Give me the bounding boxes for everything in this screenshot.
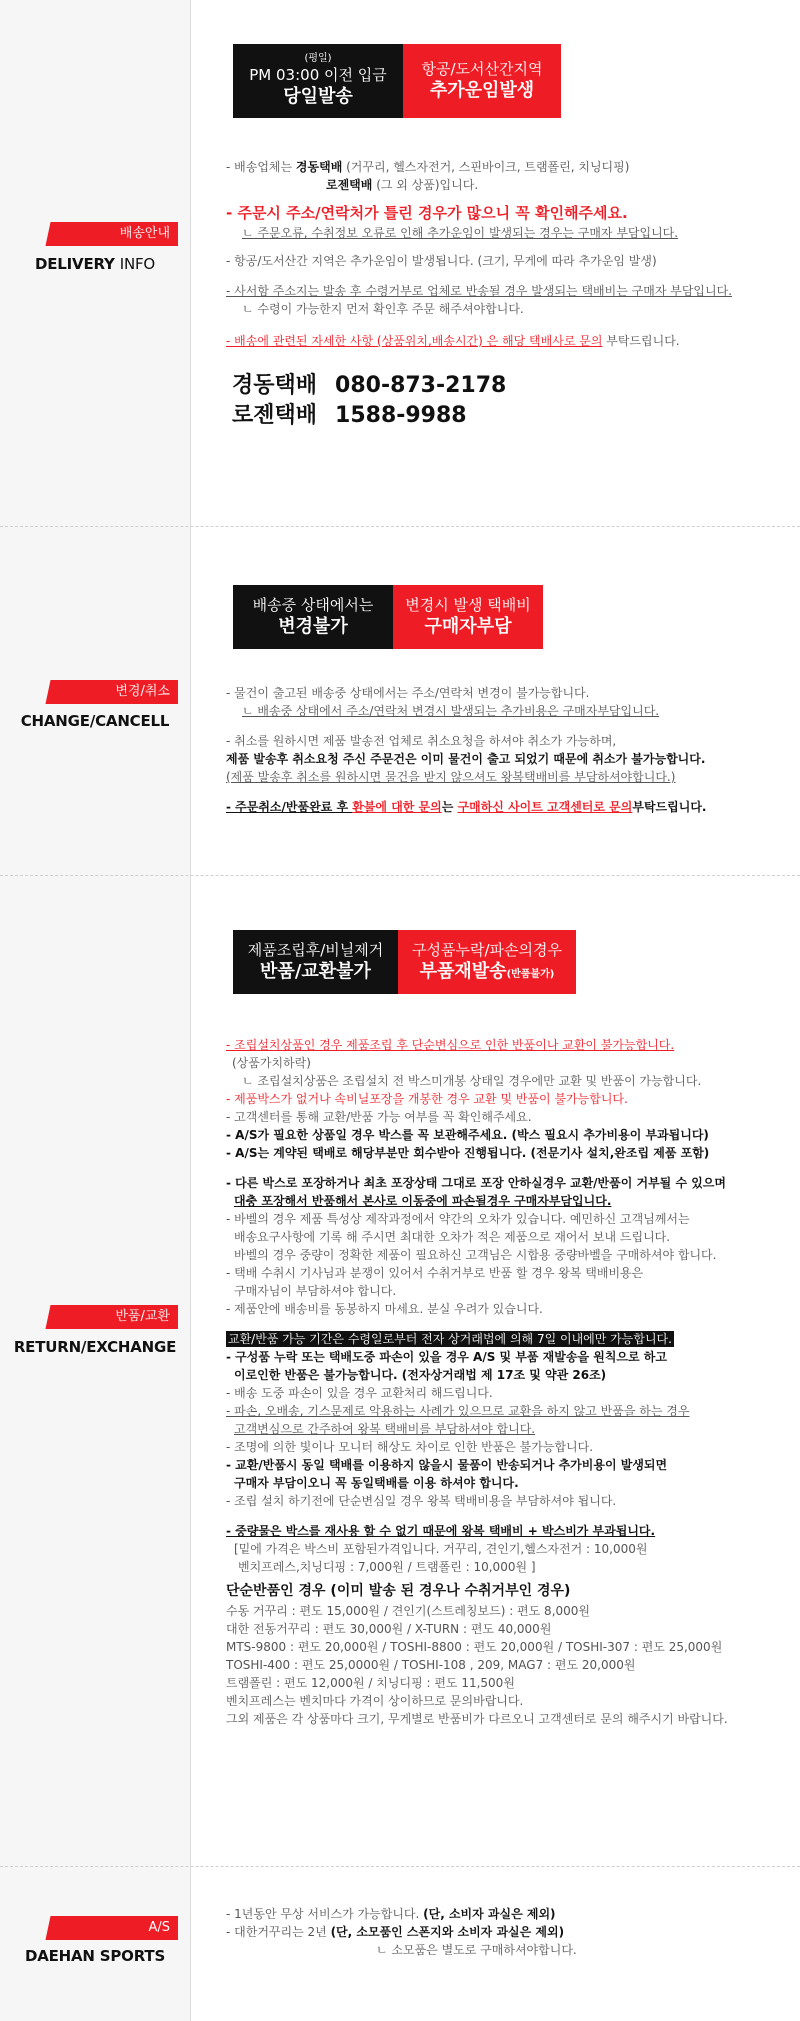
- change-line: (제품 발송후 취소를 원하시면 물건을 받지 않으셔도 왕복택배비를 부담하셔야합니다.): [226, 770, 676, 784]
- return-line: [226, 1330, 786, 1348]
- change-text: [226, 684, 786, 816]
- return-line: 대충 포장해서 반품해서 본사로 이동중에 파손될경우 구매자부담입니다.: [234, 1194, 612, 1208]
- return-line: 구매자님이 부담하셔야 합니다.: [234, 1284, 397, 1298]
- delivery-carrier-1: 경동택배: [295, 160, 343, 174]
- delivery-phone-2: [232, 398, 485, 429]
- change-badge: [233, 585, 543, 649]
- return-line: - 고객센터를 통해 교환/반품 가능 여부를 꼭 확인해주세요.: [226, 1110, 532, 1124]
- return-line: ㄴ 조립설치상품은 조립설치 전 박스미개봉 상태일 경우에만 교환 및 반품이 가능합니다.: [242, 1074, 702, 1088]
- return-badge: [233, 930, 576, 994]
- delivery-badge: [233, 44, 561, 118]
- as-line: ㄴ 소모품은 별도로 구매하셔야합니다.: [376, 1943, 577, 1957]
- change-line-part: - 주문취소/반품완료 후: [226, 800, 353, 814]
- return-line: 이로인한 반품은 불가능합니다. (전자상거래법 제 17조 및 약관 26조): [234, 1368, 607, 1382]
- change-badge-fee: 변경시 발생 택배비: [405, 596, 531, 614]
- return-line: - A/S는 계약된 택배로 해당부분만 회수받아 진행됩니다. (전문기사 설치,완조립 제품 포함): [226, 1146, 710, 1160]
- as-line: [226, 1905, 786, 1923]
- as-line-part: - 1년동안 무상 서비스가 가능합니다.: [226, 1907, 424, 1921]
- delivery-badge-region: 항공/도서산간지역: [421, 60, 543, 78]
- delivery-phone-1: [232, 368, 524, 399]
- return-line: - 다른 박스로 포장하거나 최초 포장상태 그대로 포장 안하실경우 교환/반품이 거부될 수 있으며: [226, 1176, 726, 1190]
- delivery-label-en: [0, 255, 190, 273]
- change-line: 제품 발송후 취소요청 주신 주문건은 이미 물건이 출고 되었기 때문에 취소가 불가능합니다.: [226, 752, 706, 766]
- change-line-part: 는: [441, 800, 458, 814]
- as-label-ko: A/S: [148, 1920, 170, 1935]
- delivery-line-part: (그 외 상품)입니다.: [372, 178, 479, 192]
- return-badge-resend: [420, 960, 555, 984]
- return-line: 구매자 부담이오니 꼭 동일택배를 이용 하셔야 합니다.: [234, 1476, 519, 1490]
- phone-carrier-name: 경동택배: [232, 373, 318, 398]
- change-badge-no-change: 변경불가: [278, 616, 348, 637]
- delivery-label-en-thin: INFO: [119, 255, 155, 273]
- change-badge-status: 배송중 상태에서는: [252, 596, 374, 614]
- return-line: - 구성품 누락 또는 택배도중 파손이 있을 경우 A/S 및 부품 재발송을 원칙으로 하고: [226, 1350, 667, 1364]
- delivery-line: [226, 176, 786, 194]
- return-line: - 배송 도중 파손이 있을 경우 교환처리 해드립니다.: [226, 1386, 493, 1400]
- return-line: - 교환/반품시 동일 택배를 이용하지 않을시 물품이 반송되거나 추가비용이 발생되면: [226, 1458, 668, 1472]
- return-badge-black: [233, 930, 398, 994]
- delivery-badge-red: [403, 44, 561, 118]
- as-line-part: (단, 소비자 과실은 제외): [423, 1907, 556, 1921]
- delivery-badge-extra-fee: 추가운임발생: [429, 80, 535, 101]
- as-text: [226, 1905, 786, 1959]
- delivery-badge-time: PM 03:00 이전 입금: [249, 66, 387, 84]
- as-label-tag: [52, 1916, 178, 1940]
- return-badge-no-return: 반품/교환불가: [260, 961, 371, 982]
- delivery-badge-weekday: (평일): [304, 53, 332, 64]
- return-text: [226, 1036, 786, 1728]
- return-line: - 바벨의 경우 제품 특성상 제작과정에서 약간의 오차가 있습니다. 예민하신 고객님께서는: [226, 1212, 690, 1226]
- as-line-part: 와 소비자 과실은 제외): [441, 1925, 565, 1939]
- delivery-badge-same-day: 당일발송: [283, 86, 353, 107]
- delivery-line: ㄴ 수령이 가능한지 먼저 확인후 주문 해주셔야합니다.: [242, 302, 524, 316]
- return-badge-assembled: 제품조립후/비닐제거: [247, 941, 384, 959]
- return-line: 바벨의 경우 중량이 정확한 제품이 필요하신 고객님은 시합용 중량바벨을 구매하셔야 합니다.: [234, 1248, 717, 1262]
- return-line: - 조립 설치 하기전에 단순변심일 경우 왕복 택배비용을 부담하셔야 됩니다.: [226, 1494, 617, 1508]
- change-label-en: CHANGE/CANCELL: [20, 712, 170, 730]
- change-line: - 물건이 출고된 배송중 상태에서는 주소/연락처 변경이 불가능합니다.: [226, 686, 590, 700]
- phone-carrier-name: 로젠택배: [232, 403, 318, 428]
- return-label-ko: 반품/교환: [115, 1309, 170, 1324]
- delivery-text: [226, 158, 786, 350]
- change-line-part: 부탁드립니다.: [632, 800, 707, 814]
- delivery-line: - 항공/도서산간 지역은 추가운임이 발생됩니다. (크기, 무게에 따라 추가운임 발생): [226, 254, 657, 268]
- delivery-carrier-2: 로젠택배: [326, 178, 373, 192]
- change-line-part: 환불에 대한 문의: [352, 800, 442, 814]
- return-line: - 택배 수취시 기사님과 분쟁이 있어서 수취거부로 반품 할 경우 왕복 택배비용은: [226, 1266, 644, 1280]
- return-period-highlight: 교환/반품 가능 기간은 수령일로부터 전자 상거래법에 의해 7일 이내에만 가능합니다.: [228, 1332, 672, 1346]
- section-divider: [0, 875, 800, 876]
- change-line: [226, 798, 786, 816]
- change-line-part: 구매하신 사이트 고객센터로 문의: [457, 800, 633, 814]
- change-badge-red: [393, 585, 543, 649]
- return-line: - 조립설치상품인 경우 제품조립 후 단순변심으로 인한 반품이나 교환이 불가능합니다.: [226, 1038, 675, 1052]
- return-simple-return-heading: 단순반품인 경우 (이미 발송 된 경우나 수취거부인 경우): [226, 1583, 571, 1599]
- change-line: - 취소를 원하시면 제품 발송전 업체로 취소요청을 하셔야 취소가 가능하며,: [226, 734, 617, 748]
- return-line: (상품가치하락): [232, 1056, 311, 1070]
- return-line: [밑에 가격은 박스비 포함된가격입니다. 거꾸리, 견인기,헬스자전거 : 10,000원: [234, 1542, 648, 1556]
- return-price-line: 그외 제품은 각 상품마다 크기, 무게별로 반품비가 다르오니 고객센터로 문의 해주시기 바랍니다.: [226, 1712, 728, 1726]
- as-label-en: DAEHAN SPORTS: [24, 1947, 166, 1965]
- return-line: 고객변심으로 간주하여 왕복 택배비를 부담하셔야 합니다.: [234, 1422, 536, 1436]
- return-line: - 제품안에 배송비를 동봉하지 마세요. 분실 우려가 있습니다.: [226, 1302, 543, 1316]
- return-price-line: MTS-9800 : 편도 20,000원 / TOSHI-8800 : 편도 20,000원 / TOSHI-307 : 편도 25,000원: [226, 1640, 723, 1654]
- return-badge-resend-text: 부품재발송: [419, 961, 507, 982]
- delivery-label-tag: [52, 222, 178, 246]
- phone-number: 080-873-2178: [335, 373, 507, 398]
- delivery-line-part: 부탁드립니다.: [602, 334, 680, 348]
- return-price-line: 수동 거꾸리 : 편도 15,000원 / 견인기(스트레칭보드) : 편도 8,000원: [226, 1604, 591, 1618]
- return-label-en: RETURN/EXCHANGE: [13, 1338, 177, 1356]
- delivery-line-part: - 배송업체는: [226, 160, 296, 174]
- as-line-part: - 대한거꾸리는 2년: [226, 1925, 331, 1939]
- return-price-line: 벤치프레스는 벤치마다 가격이 상이하므로 문의바랍니다.: [226, 1694, 524, 1708]
- delivery-line-part: - 배송에 관련된 자세한 사항 (상품위치,배송시간) 은 해당 택배사로 문의: [226, 334, 603, 348]
- delivery-line: ㄴ 주문오류, 수취정보 오류로 인해 추가운임이 발생되는 경우는 구매자 부담입니다.: [242, 226, 679, 240]
- return-line: - 제품박스가 없거나 속비닐포장을 개봉한 경우 교환 및 반품이 불가능합니다.: [226, 1092, 628, 1106]
- change-label-ko: 변경/취소: [115, 684, 170, 699]
- delivery-line: - 사서함 주소지는 발송 후 수령거부로 업체로 반송될 경우 발생되는 택배비는 구매자 부담입니다.: [226, 284, 733, 298]
- change-badge-buyer-pays: 구매자부담: [424, 616, 512, 637]
- as-line-part: 소모품인 스폰지: [356, 1925, 442, 1939]
- delivery-label-ko: 배송안내: [119, 226, 170, 241]
- delivery-badge-black: [233, 44, 403, 118]
- return-line: - A/S가 필요한 상품일 경우 박스를 꼭 보관해주세요. (박스 필요시 추가비용이 부과됩니다): [226, 1128, 709, 1142]
- return-price-line: 트램폴린 : 편도 12,000원 / 치닝디핑 : 편도 11,500원: [226, 1676, 515, 1690]
- return-price-line: TOSHI-400 : 편도 25,0000원 / TOSHI-108 , 209, MAG7 : 편도 20,000원: [226, 1658, 636, 1672]
- delivery-line-part: (거꾸리, 헬스자전거, 스핀바이크, 트램폴린, 치닝디핑): [342, 160, 630, 174]
- change-label-tag: [52, 680, 178, 704]
- return-line: 배송요구사항에 기록 해 주시면 최대한 오차가 적은 제품으로 재어서 보내 드립니다.: [234, 1230, 671, 1244]
- return-price-line: 대한 전동거꾸리 : 편도 30,000원 / X-TURN : 편도 40,000원: [226, 1622, 552, 1636]
- section-divider: [0, 526, 800, 527]
- return-line: - 파손, 오배송, 기스문제로 악용하는 사례가 있으므로 교환을 하지 않고 반품을 하는 경우: [226, 1404, 690, 1418]
- phone-number: 1588-9988: [335, 403, 467, 428]
- as-line-part: (단,: [330, 1925, 357, 1939]
- delivery-warning: - 주문시 주소/연락처가 틀린 경우가 많으니 꼭 확인해주세요.: [226, 204, 628, 222]
- return-line: - 조명에 의한 빛이나 모니터 해상도 차이로 인한 반품은 불가능합니다.: [226, 1440, 594, 1454]
- delivery-line: [226, 158, 786, 176]
- return-badge-no-refund: (반품불가): [506, 969, 555, 980]
- as-line: [226, 1923, 786, 1941]
- return-badge-red: [398, 930, 576, 994]
- return-badge-missing: 구성품누락/파손의경우: [412, 941, 562, 959]
- section-divider: [0, 1866, 800, 1867]
- change-badge-black: [233, 585, 393, 649]
- column-divider: [190, 0, 191, 2021]
- return-line: - 중량물은 박스를 재사용 할 수 없기 때문에 왕복 택배비 + 박스비가 부과됩니다.: [226, 1524, 656, 1538]
- delivery-line: [226, 332, 786, 350]
- change-line: ㄴ 배송중 상태에서 주소/연락처 변경시 발생되는 추가비용은 구매자부담입니다.: [242, 704, 660, 718]
- return-line: 벤치프레스,치닝디핑 : 7,000원 / 트램폴린 : 10,000원 ]: [238, 1560, 536, 1574]
- return-label-tag: [52, 1305, 178, 1329]
- delivery-label-en-bold: DELIVERY: [35, 255, 115, 273]
- left-column: [0, 0, 190, 2021]
